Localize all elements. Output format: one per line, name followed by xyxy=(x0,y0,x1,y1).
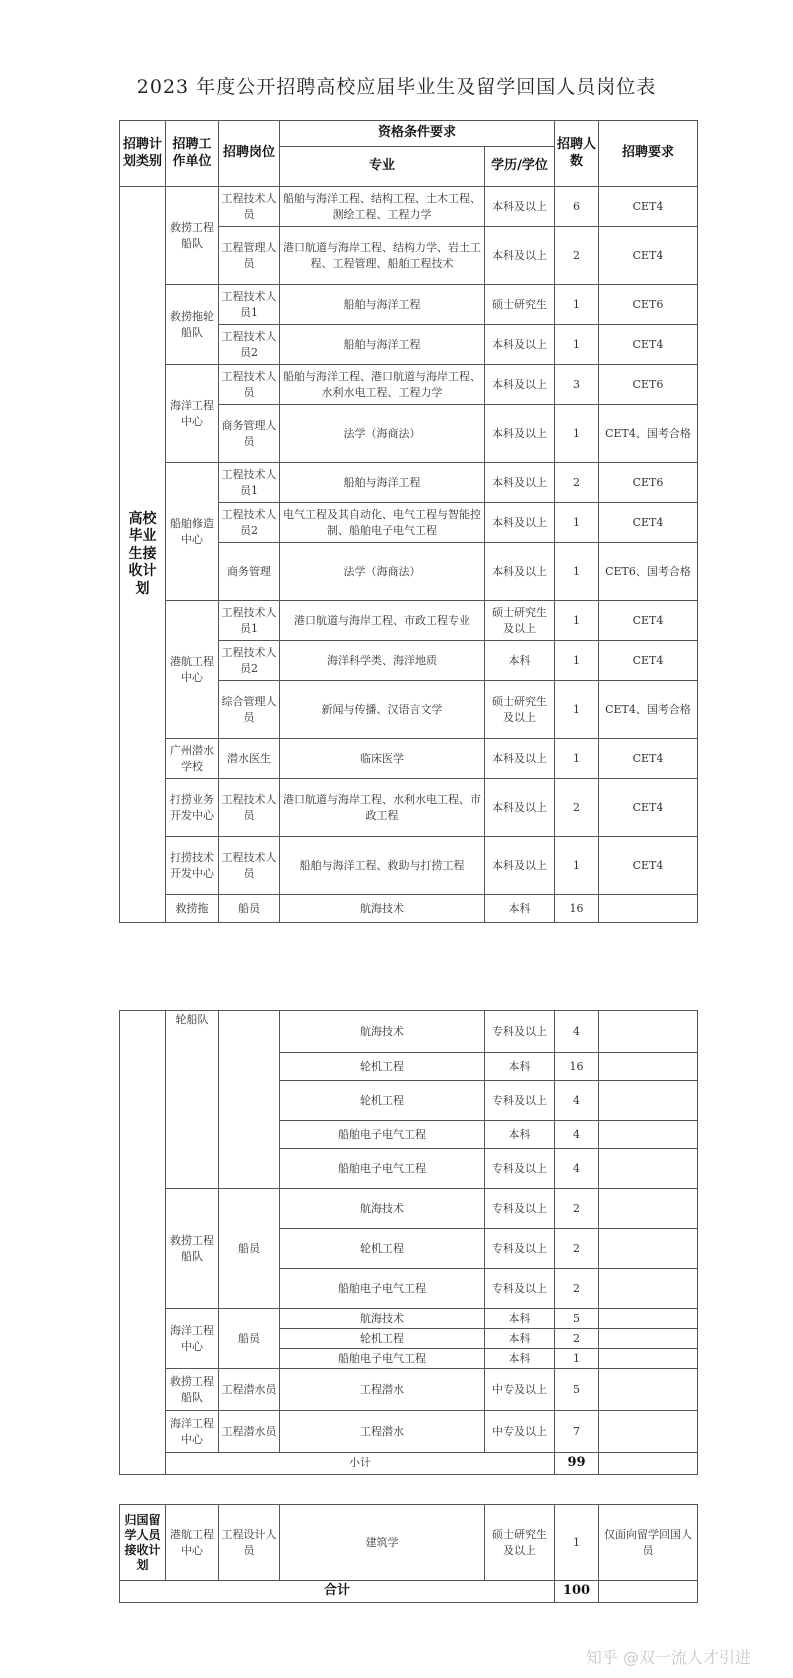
table-row xyxy=(120,739,698,779)
table-row xyxy=(120,1411,698,1453)
edu-cell: 本科及以上 xyxy=(485,187,555,227)
table-row xyxy=(120,187,698,227)
header-qualification: 资格条件要求 xyxy=(280,121,555,147)
post-cell: 商务管理 xyxy=(219,543,280,601)
count-cell: 4 xyxy=(555,1121,599,1149)
count-cell: 2 xyxy=(555,779,599,837)
req-cell: CET4 xyxy=(599,739,698,779)
req-cell: CET4 xyxy=(599,641,698,681)
edu-cell: 本科 xyxy=(485,641,555,681)
watermark: 知乎 @双一流人才引进 xyxy=(585,1648,751,1667)
total-row xyxy=(120,1581,698,1603)
req-cell xyxy=(599,1411,698,1453)
edu-cell: 专科及以上 xyxy=(485,1149,555,1189)
post-cell: 工程技术人员 xyxy=(219,837,280,895)
req-cell: CET4 xyxy=(599,503,698,543)
req-cell: CET6 xyxy=(599,285,698,325)
major-cell: 轮机工程 xyxy=(280,1329,485,1349)
major-cell: 临床医学 xyxy=(280,739,485,779)
edu-cell: 硕士研究生及以上 xyxy=(485,601,555,641)
edu-cell: 本科及以上 xyxy=(485,365,555,405)
page-title: 2023 年度公开招聘高校应届毕业生及留学回国人员岗位表 xyxy=(136,76,657,98)
header-education: 学历/学位 xyxy=(485,147,555,187)
post-cell: 工程技术人员 xyxy=(219,187,280,227)
unit-cell: 广州潜水学校 xyxy=(166,739,219,779)
table-row xyxy=(120,285,698,325)
major-cell: 船舶与海洋工程、救助与打捞工程 xyxy=(280,837,485,895)
req-cell xyxy=(599,1081,698,1121)
edu-cell: 本科及以上 xyxy=(485,463,555,503)
edu-cell: 专科及以上 xyxy=(485,1269,555,1309)
edu-cell: 本科及以上 xyxy=(485,405,555,463)
subtotal-label: 小计 xyxy=(166,1453,555,1475)
post-cell: 综合管理人员 xyxy=(219,681,280,739)
table-row xyxy=(120,365,698,405)
unit-cell: 轮船队 xyxy=(166,1011,219,1189)
major-cell: 工程潜水 xyxy=(280,1369,485,1411)
post-cell: 船员 xyxy=(219,1189,280,1309)
post-cell: 工程技术人员1 xyxy=(219,285,280,325)
count-cell: 1 xyxy=(555,405,599,463)
req-cell xyxy=(599,895,698,923)
count-cell: 4 xyxy=(555,1081,599,1121)
unit-cell: 港航工程中心 xyxy=(166,1505,219,1581)
edu-cell: 本科 xyxy=(485,1349,555,1369)
edu-cell: 本科及以上 xyxy=(485,503,555,543)
count-cell: 1 xyxy=(555,325,599,365)
header-unit: 招聘工作单位 xyxy=(166,121,219,187)
table-row xyxy=(120,1309,698,1329)
edu-cell: 本科 xyxy=(485,1309,555,1329)
req-cell xyxy=(599,1149,698,1189)
edu-cell: 硕士研究生及以上 xyxy=(485,1505,555,1581)
count-cell: 2 xyxy=(555,463,599,503)
count-cell: 2 xyxy=(555,1229,599,1269)
table-row xyxy=(120,837,698,895)
post-cell: 工程设计人员 xyxy=(219,1505,280,1581)
count-cell: 2 xyxy=(555,1329,599,1349)
unit-cell: 救捞工程船队 xyxy=(166,1369,219,1411)
post-cell: 工程技术人员2 xyxy=(219,503,280,543)
table-row xyxy=(120,779,698,837)
unit-cell: 海洋工程中心 xyxy=(166,1309,219,1369)
req-cell: CET4、国考合格 xyxy=(599,405,698,463)
post-cell: 工程潜水员 xyxy=(219,1369,280,1411)
major-cell: 船舶电子电气工程 xyxy=(280,1121,485,1149)
req-cell xyxy=(599,1349,698,1369)
major-cell: 航海技术 xyxy=(280,895,485,923)
req-cell: CET4 xyxy=(599,325,698,365)
total-label: 合计 xyxy=(120,1581,555,1603)
post-cell: 工程技术人员1 xyxy=(219,601,280,641)
edu-cell: 本科 xyxy=(485,895,555,923)
edu-cell: 本科及以上 xyxy=(485,837,555,895)
major-cell: 轮机工程 xyxy=(280,1053,485,1081)
header-count: 招聘人数 xyxy=(555,121,599,187)
header-category: 招聘计划类别 xyxy=(120,121,166,187)
post-cell: 商务管理人员 xyxy=(219,405,280,463)
count-cell: 1 xyxy=(555,739,599,779)
count-cell: 2 xyxy=(555,227,599,285)
major-cell: 船舶电子电气工程 xyxy=(280,1269,485,1309)
header-requirement: 招聘要求 xyxy=(599,121,698,187)
total-req xyxy=(599,1581,698,1603)
edu-cell: 本科及以上 xyxy=(485,227,555,285)
edu-cell: 硕士研究生及以上 xyxy=(485,681,555,739)
post-cell: 船员 xyxy=(219,895,280,923)
req-cell: 仅面向留学回国人员 xyxy=(599,1505,698,1581)
edu-cell: 本科及以上 xyxy=(485,739,555,779)
unit-cell: 救捞拖轮船队 xyxy=(166,285,219,365)
table-row xyxy=(120,895,698,923)
major-cell: 法学（海商法） xyxy=(280,543,485,601)
unit-cell: 海洋工程中心 xyxy=(166,1411,219,1453)
major-cell: 船舶与海洋工程 xyxy=(280,463,485,503)
edu-cell: 本科及以上 xyxy=(485,325,555,365)
major-cell: 工程潜水 xyxy=(280,1411,485,1453)
count-cell: 4 xyxy=(555,1149,599,1189)
category-graduate-continued xyxy=(120,1011,166,1475)
req-cell xyxy=(599,1229,698,1269)
req-cell: CET4 xyxy=(599,187,698,227)
count-cell: 1 xyxy=(555,681,599,739)
category-returnee: 归国留学人员接收计划 xyxy=(120,1505,166,1581)
major-cell: 新闻与传播、汉语言文学 xyxy=(280,681,485,739)
table-row xyxy=(120,1189,698,1229)
req-cell: CET6 xyxy=(599,365,698,405)
subtotal-req xyxy=(599,1453,698,1475)
major-cell: 法学（海商法） xyxy=(280,405,485,463)
unit-cell: 打捞技术开发中心 xyxy=(166,837,219,895)
table-row xyxy=(120,1011,698,1053)
req-cell: CET4 xyxy=(599,837,698,895)
edu-cell: 本科 xyxy=(485,1329,555,1349)
count-cell: 1 xyxy=(555,601,599,641)
count-cell: 1 xyxy=(555,641,599,681)
count-cell: 6 xyxy=(555,187,599,227)
subtotal-row xyxy=(120,1453,698,1475)
unit-cell: 救捞工程船队 xyxy=(166,1189,219,1309)
post-cell: 工程技术人员1 xyxy=(219,463,280,503)
post-cell: 工程管理人员 xyxy=(219,227,280,285)
unit-cell: 海洋工程中心 xyxy=(166,365,219,463)
edu-cell: 本科及以上 xyxy=(485,779,555,837)
req-cell xyxy=(599,1189,698,1229)
req-cell: CET6 xyxy=(599,463,698,503)
table-row xyxy=(120,601,698,641)
count-cell: 1 xyxy=(555,837,599,895)
edu-cell: 本科 xyxy=(485,1121,555,1149)
post-cell: 工程技术人员2 xyxy=(219,325,280,365)
count-cell: 16 xyxy=(555,1053,599,1081)
major-cell: 船舶电子电气工程 xyxy=(280,1149,485,1189)
major-cell: 航海技术 xyxy=(280,1309,485,1329)
count-cell: 4 xyxy=(555,1011,599,1053)
edu-cell: 本科及以上 xyxy=(485,543,555,601)
count-cell: 1 xyxy=(555,1349,599,1369)
post-cell xyxy=(219,1011,280,1189)
count-cell: 2 xyxy=(555,1269,599,1309)
req-cell xyxy=(599,1309,698,1329)
major-cell: 船舶电子电气工程 xyxy=(280,1349,485,1369)
unit-cell: 船舶修造中心 xyxy=(166,463,219,601)
count-cell: 1 xyxy=(555,503,599,543)
count-cell: 5 xyxy=(555,1309,599,1329)
major-cell: 轮机工程 xyxy=(280,1229,485,1269)
edu-cell: 专科及以上 xyxy=(485,1229,555,1269)
positions-table-page2 xyxy=(119,1010,698,1475)
major-cell: 船舶与海洋工程 xyxy=(280,285,485,325)
edu-cell: 专科及以上 xyxy=(485,1081,555,1121)
req-cell xyxy=(599,1369,698,1411)
post-cell: 工程技术人员 xyxy=(219,365,280,405)
major-cell: 船舶与海洋工程 xyxy=(280,325,485,365)
req-cell: CET6、国考合格 xyxy=(599,543,698,601)
count-cell: 16 xyxy=(555,895,599,923)
major-cell: 港口航道与海岸工程、结构力学、岩土工程、工程管理、船舶工程技术 xyxy=(280,227,485,285)
major-cell: 港口航道与海岸工程、市政工程专业 xyxy=(280,601,485,641)
major-cell: 建筑学 xyxy=(280,1505,485,1581)
edu-cell: 专科及以上 xyxy=(485,1011,555,1053)
major-cell: 海洋科学类、海洋地质 xyxy=(280,641,485,681)
major-cell: 船舶与海洋工程、结构工程、土木工程、测绘工程、工程力学 xyxy=(280,187,485,227)
post-cell: 潜水医生 xyxy=(219,739,280,779)
post-cell: 工程技术人员 xyxy=(219,779,280,837)
positions-table-page1 xyxy=(119,120,698,923)
header-major: 专业 xyxy=(280,147,485,187)
edu-cell: 专科及以上 xyxy=(485,1189,555,1229)
major-cell: 船舶与海洋工程、港口航道与海岸工程、水利水电工程、工程力学 xyxy=(280,365,485,405)
major-cell: 港口航道与海岸工程、水利水电工程、市政工程 xyxy=(280,779,485,837)
header-post: 招聘岗位 xyxy=(219,121,280,187)
edu-cell: 硕士研究生 xyxy=(485,285,555,325)
category-graduate: 高校毕业生接收计划 xyxy=(120,187,166,923)
major-cell: 电气工程及其自动化、电气工程与智能控制、船舶电子电气工程 xyxy=(280,503,485,543)
table-row xyxy=(120,463,698,503)
subtotal-count: 99 xyxy=(555,1453,599,1475)
unit-cell: 打捞业务开发中心 xyxy=(166,779,219,837)
edu-cell: 中专及以上 xyxy=(485,1369,555,1411)
count-cell: 1 xyxy=(555,285,599,325)
post-cell: 工程技术人员2 xyxy=(219,641,280,681)
positions-table-returnee xyxy=(119,1504,698,1603)
req-cell xyxy=(599,1329,698,1349)
req-cell xyxy=(599,1011,698,1053)
post-cell: 船员 xyxy=(219,1309,280,1369)
req-cell: CET4 xyxy=(599,601,698,641)
total-count: 100 xyxy=(555,1581,599,1603)
table-row xyxy=(120,1505,698,1581)
edu-cell: 本科 xyxy=(485,1053,555,1081)
unit-cell: 救捞工程船队 xyxy=(166,187,219,285)
post-cell: 工程潜水员 xyxy=(219,1411,280,1453)
table-row xyxy=(120,1369,698,1411)
unit-cell: 港航工程中心 xyxy=(166,601,219,739)
count-cell: 2 xyxy=(555,1189,599,1229)
req-cell xyxy=(599,1053,698,1081)
req-cell: CET4 xyxy=(599,227,698,285)
major-cell: 航海技术 xyxy=(280,1189,485,1229)
req-cell: CET4 xyxy=(599,779,698,837)
count-cell: 1 xyxy=(555,543,599,601)
count-cell: 7 xyxy=(555,1411,599,1453)
count-cell: 3 xyxy=(555,365,599,405)
req-cell: CET4、国考合格 xyxy=(599,681,698,739)
edu-cell: 中专及以上 xyxy=(485,1411,555,1453)
major-cell: 轮机工程 xyxy=(280,1081,485,1121)
count-cell: 5 xyxy=(555,1369,599,1411)
count-cell: 1 xyxy=(555,1505,599,1581)
req-cell xyxy=(599,1269,698,1309)
major-cell: 航海技术 xyxy=(280,1011,485,1053)
unit-cell: 救捞拖 xyxy=(166,895,219,923)
req-cell xyxy=(599,1121,698,1149)
